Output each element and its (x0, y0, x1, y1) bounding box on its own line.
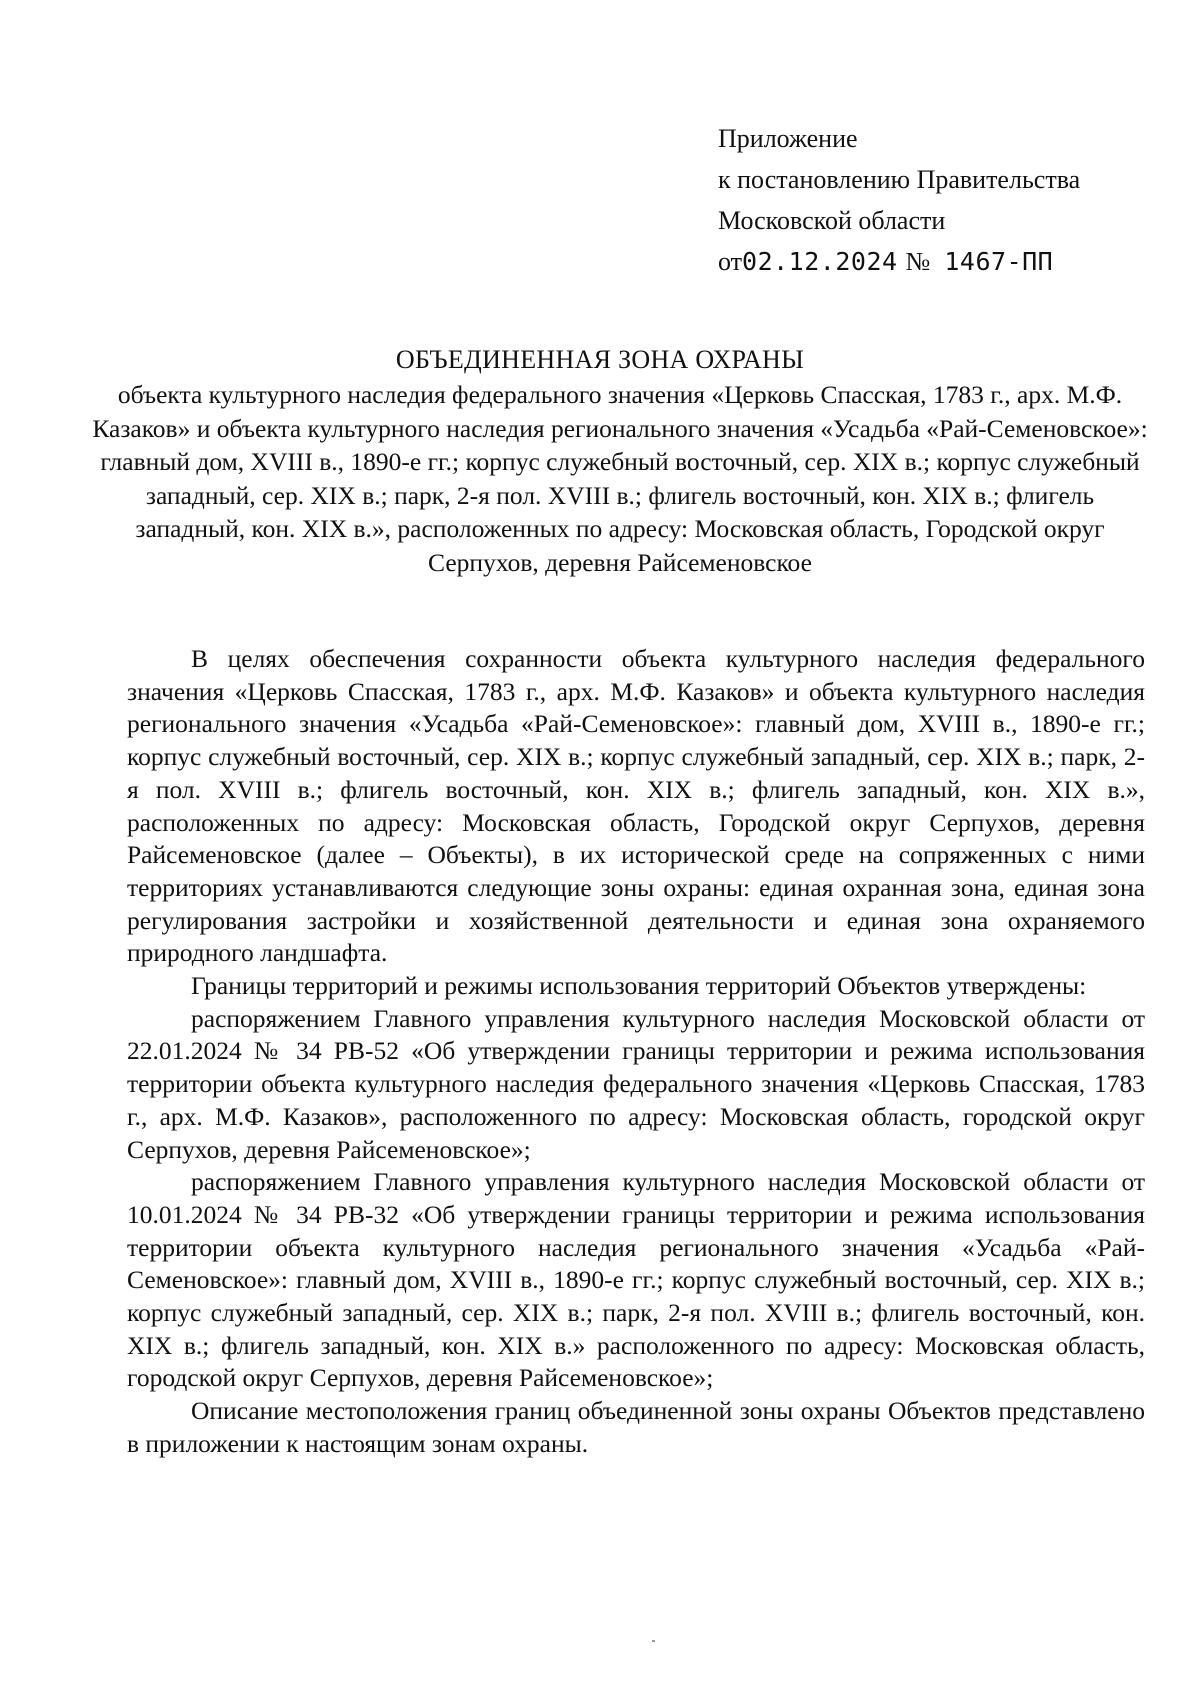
appendix-title: Приложение (718, 124, 858, 153)
from-label: от (718, 247, 743, 276)
appendix-header (718, 118, 1158, 282)
number-sign: № (905, 247, 931, 276)
paragraph-order-regional: распоряжением Главного управления культурного наследия Московской области от 10.01.2024 № 34 РВ-32 «Об утверждении границы территории и режима использования территории объекта культурного наследия регионального значения «Усадьба «Рай-Семеновское»: главный дом, XVIII в., 1890-е гг.; корпус служебный восточный, сер. XIX в.; корпус служебный западный, сер. XIX в.; парк, 2-я пол. XVIII в.; флигель восточный, кон. XIX в.; флигель западный, кон. XIX в.» расположенного по адресу: Московская область, городской округ Серпухов, деревня Райсеменовское»; (127, 1167, 1145, 1393)
appendix-date-line (718, 241, 1158, 282)
appendix-region-line: Московской области (718, 206, 946, 235)
resolution-date: 02.12.2024 (742, 247, 898, 276)
paragraph-description: Описание местоположения границ объединенной зоны охраны Объектов представлено в приложении к настоящим зонам охраны. (127, 1396, 1145, 1458)
resolution-number: 1467-ПП (944, 247, 1054, 276)
document-subtitle: объекта культурного наследия федерального значения «Церковь Спасская, 1783 г., арх. М.Ф. Казаков» и объекта культурного наследия регионального значения «Усадьба «Рай-Семеновское»: главный дом, XVIII в., 1890-е гг.; корпус служебный восточный, сер. XIX в.; корпус служебный западный, сер. XIX в.; парк, 2-я пол. XVIII в.; флигель восточный, кон. XIX в.; флигель западный, кон. XIX в.», расположенных по адресу: Московская область, Городской округ Серпухов, деревня Райсеменовское (92, 380, 1148, 577)
paragraph-purpose: В целях обеспечения сохранности объекта культурного наследия федерального значения «Церковь Спасская, 1783 г., арх. М.Ф. Казаков» и объекта культурного наследия регионального значения «Усадьба «Рай-Семеновское»: главный дом, XVIII в., 1890-е гг.; корпус служебный восточный, сер. XIX в.; корпус служебный западный, сер. XIX в.; парк, 2-я пол. XVIII в.; флигель восточный, кон. XIX в.; флигель западный, кон. XIX в.», расположенных по адресу: Московская область, Городской округ Серпухов, деревня Райсеменовское (далее – Объекты), в их исторической среде на сопряженных с ними территориях устанавливаются следующие зоны охраны: единая охранная зона, единая зона регулирования застройки и хозяйственной деятельности и единая зона охраняемого природного ландшафта. (127, 644, 1145, 968)
document-body (127, 643, 1145, 1461)
paragraph-boundaries: Границы территорий и режимы использования территорий Объектов утверждены: (191, 971, 1087, 1001)
scan-artifact (652, 1640, 655, 1642)
paragraph-order-federal: распоряжением Главного управления культурного наследия Московской области от 22.01.2024 № 34 РВ-52 «Об утверждении границы территории и режима использования территории объекта культурного наследия федерального значения «Церковь Спасская, 1783 г., арх. М.Ф. Казаков», расположенного по адресу: Московская область, городской округ Серпухов, деревня Райсеменовское»; (127, 1003, 1145, 1164)
appendix-resolution-line: к постановлению Правительства (718, 165, 1081, 194)
document-title: ОБЪЕДИНЕННАЯ ЗОНА ОХРАНЫ (395, 345, 805, 374)
